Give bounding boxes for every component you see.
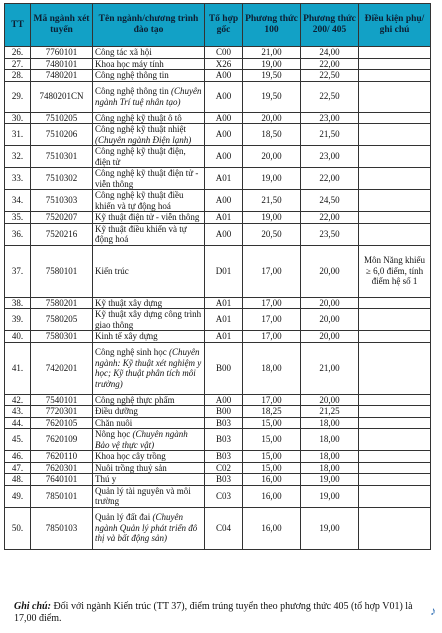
program-code: 7480101 [31, 58, 93, 70]
subject-combination: A01 [205, 297, 243, 309]
conditions-note [359, 190, 431, 212]
table-row [5, 245, 431, 297]
header-conditions: Điều kiện phụ/ ghi chú [359, 4, 431, 47]
row-number: 49. [5, 485, 31, 507]
score-method-100: 18,50 [243, 124, 301, 146]
score-method-100: 17,00 [243, 331, 301, 343]
header-method-100: Phương thức 100 [243, 4, 301, 47]
subject-combination: B00 [205, 342, 243, 394]
subject-combination: C00 [205, 47, 243, 59]
table-row [5, 474, 431, 486]
score-method-100: 20,50 [243, 223, 301, 245]
score-method-200: 18,00 [301, 417, 359, 429]
row-number: 47. [5, 462, 31, 474]
table-row [5, 70, 431, 82]
program-name: Điều dưỡng [93, 406, 205, 418]
row-number: 38. [5, 297, 31, 309]
score-method-100: 21,50 [243, 190, 301, 212]
row-number: 41. [5, 342, 31, 394]
program-code: 7540101 [31, 394, 93, 406]
row-number: 34. [5, 190, 31, 212]
row-number: 36. [5, 223, 31, 245]
conditions-note [359, 112, 431, 124]
program-code: 7620109 [31, 429, 93, 451]
score-method-200: 22,50 [301, 81, 359, 112]
row-number: 37. [5, 245, 31, 297]
score-method-200: 21,00 [301, 342, 359, 394]
conditions-note [359, 168, 431, 190]
conditions-note [359, 212, 431, 224]
footnote [14, 601, 426, 625]
subject-combination: B03 [205, 429, 243, 451]
score-method-100: 17,00 [243, 394, 301, 406]
score-method-100: 15,00 [243, 451, 301, 463]
score-method-200: 19,00 [301, 485, 359, 507]
subject-combination: C04 [205, 507, 243, 549]
score-method-200: 23,50 [301, 223, 359, 245]
score-method-200: 23,00 [301, 146, 359, 168]
table-row [5, 190, 431, 212]
conditions-note [359, 451, 431, 463]
program-code: 7760101 [31, 47, 93, 59]
subject-combination: A00 [205, 81, 243, 112]
program-code: 7520216 [31, 223, 93, 245]
program-name: Khoa học máy tính [93, 58, 205, 70]
program-specialization: (Chuyên ngành Trí tuệ nhân tạo) [95, 86, 202, 107]
row-number: 27. [5, 58, 31, 70]
score-method-100: 17,00 [243, 245, 301, 297]
program-code: 7520207 [31, 212, 93, 224]
table-row [5, 406, 431, 418]
row-number: 48. [5, 474, 31, 486]
row-number: 46. [5, 451, 31, 463]
header-method-200: Phương thức 200/ 405 [301, 4, 359, 47]
conditions-note [359, 406, 431, 418]
subject-combination: A01 [205, 309, 243, 331]
conditions-note [359, 507, 431, 549]
program-name: Thú y [93, 474, 205, 486]
score-method-100: 18,25 [243, 406, 301, 418]
program-name: Kỹ thuật điện tử - viễn thông [93, 212, 205, 224]
table-row [5, 146, 431, 168]
table-row [5, 223, 431, 245]
score-method-100: 19,50 [243, 81, 301, 112]
score-method-100: 17,00 [243, 309, 301, 331]
row-number: 32. [5, 146, 31, 168]
table-row [5, 297, 431, 309]
score-method-200: 19,00 [301, 474, 359, 486]
program-name: Nuôi trồng thuỷ sản [93, 462, 205, 474]
table-row [5, 47, 431, 59]
score-method-200: 21,25 [301, 406, 359, 418]
subject-combination: A01 [205, 168, 243, 190]
table-row [5, 212, 431, 224]
program-name: Công nghệ kỹ thuật điện tử - viễn thông [93, 168, 205, 190]
program-specialization: (Chuyên ngành: Kỹ thuật xét nghiệm y học; Kỹ thuật phân tích môi trường) [95, 347, 202, 389]
subject-combination: B03 [205, 417, 243, 429]
program-name: Chăn nuôi [93, 417, 205, 429]
table-row [5, 485, 431, 507]
table-row [5, 451, 431, 463]
score-method-100: 18,00 [243, 342, 301, 394]
score-method-100: 20,00 [243, 112, 301, 124]
subject-combination: A01 [205, 212, 243, 224]
program-name-main: Công nghệ thông tin [95, 86, 169, 96]
conditions-note [359, 309, 431, 331]
score-method-200: 20,00 [301, 297, 359, 309]
program-name [93, 342, 205, 394]
subject-combination: C02 [205, 462, 243, 474]
table-row [5, 507, 431, 549]
row-number: 44. [5, 417, 31, 429]
score-method-200: 21,50 [301, 124, 359, 146]
program-name [93, 124, 205, 146]
score-method-100: 20,00 [243, 146, 301, 168]
program-specialization: (Chuyên ngành Bảo vệ thực vật) [95, 429, 188, 450]
header-combination: Tổ hợp gốc [205, 4, 243, 47]
score-method-100: 21,00 [243, 47, 301, 59]
conditions-note [359, 342, 431, 394]
score-method-100: 19,00 [243, 58, 301, 70]
program-name [93, 507, 205, 549]
subject-combination: A00 [205, 146, 243, 168]
footnote-label: Ghi chú: [14, 601, 51, 612]
conditions-note [359, 474, 431, 486]
program-name-main: Quản lý đất đai [95, 512, 151, 523]
program-code: 7620301 [31, 462, 93, 474]
score-method-100: 19,00 [243, 168, 301, 190]
score-method-200: 19,00 [301, 507, 359, 549]
subject-combination: A00 [205, 190, 243, 212]
score-method-200: 22,50 [301, 70, 359, 82]
score-method-100: 15,00 [243, 417, 301, 429]
program-code: 7620110 [31, 451, 93, 463]
program-specialization: (Chuyên ngành Điện lạnh) [95, 134, 192, 145]
row-number: 40. [5, 331, 31, 343]
program-name: Công nghệ thông tin [93, 70, 205, 82]
program-code: 7510303 [31, 190, 93, 212]
subject-combination: A00 [205, 70, 243, 82]
program-code: 7640101 [31, 474, 93, 486]
table-row [5, 331, 431, 343]
score-method-200: 24,50 [301, 190, 359, 212]
program-code: 7580201 [31, 297, 93, 309]
table-header-row [5, 4, 431, 47]
subject-combination: A00 [205, 124, 243, 146]
program-code: 7510302 [31, 168, 93, 190]
program-code: 7480201 [31, 70, 93, 82]
footnote-text: Đối với ngành Kiến trúc (TT 37), điểm trúng tuyển theo phương thức 405 (tổ hợp V01) là 17,00 điểm. [14, 601, 413, 624]
row-number: 42. [5, 394, 31, 406]
score-method-200: 24,00 [301, 47, 359, 59]
subject-combination: X26 [205, 58, 243, 70]
subject-combination: A01 [205, 331, 243, 343]
program-name [93, 429, 205, 451]
program-name-main: Nông học [95, 429, 131, 439]
row-number: 50. [5, 507, 31, 549]
header-program-name: Tên ngành/chương trình đào tạo [93, 4, 205, 47]
score-method-200: 18,00 [301, 462, 359, 474]
row-number: 39. [5, 309, 31, 331]
program-code: 7510206 [31, 124, 93, 146]
table-row [5, 168, 431, 190]
program-code: 7620105 [31, 417, 93, 429]
row-number: 33. [5, 168, 31, 190]
table-body [5, 47, 431, 550]
conditions-note [359, 70, 431, 82]
subject-combination: B03 [205, 474, 243, 486]
subject-combination: B00 [205, 406, 243, 418]
score-method-200: 20,00 [301, 245, 359, 297]
row-number: 29. [5, 81, 31, 112]
program-code: 7850101 [31, 485, 93, 507]
program-code: 7510301 [31, 146, 93, 168]
score-method-100: 16,00 [243, 474, 301, 486]
table-row [5, 124, 431, 146]
program-code: 7420201 [31, 342, 93, 394]
conditions-note [359, 297, 431, 309]
program-name: Công nghệ thực phẩm [93, 394, 205, 406]
score-method-100: 19,50 [243, 70, 301, 82]
table-row [5, 429, 431, 451]
row-number: 28. [5, 70, 31, 82]
program-name: Khoa học cây trồng [93, 451, 205, 463]
row-number: 30. [5, 112, 31, 124]
conditions-note [359, 58, 431, 70]
score-method-200: 18,00 [301, 451, 359, 463]
subject-combination: D01 [205, 245, 243, 297]
score-method-200: 23,00 [301, 112, 359, 124]
row-number: 35. [5, 212, 31, 224]
conditions-note [359, 485, 431, 507]
subject-combination: A00 [205, 394, 243, 406]
score-method-100: 15,00 [243, 462, 301, 474]
conditions-note [359, 462, 431, 474]
conditions-note: Môn Năng khiếu ≥ 6,0 điểm, tính điểm hệ số 1 [359, 245, 431, 297]
row-number: 45. [5, 429, 31, 451]
score-method-200: 22,00 [301, 168, 359, 190]
score-method-100: 16,00 [243, 507, 301, 549]
conditions-note [359, 146, 431, 168]
table-row [5, 112, 431, 124]
table-row [5, 342, 431, 394]
subject-combination: B03 [205, 451, 243, 463]
program-code: 7720301 [31, 406, 93, 418]
admission-score-table [4, 3, 431, 550]
conditions-note [359, 331, 431, 343]
program-code: 7580101 [31, 245, 93, 297]
program-name: Công nghệ kỹ thuật ô tô [93, 112, 205, 124]
program-name-main: Công nghệ sinh học [95, 347, 167, 357]
row-number: 31. [5, 124, 31, 146]
row-number: 26. [5, 47, 31, 59]
program-name: Công nghệ kỹ thuật điều khiển và tự động hoá [93, 190, 205, 212]
conditions-note [359, 47, 431, 59]
program-code: 7850103 [31, 507, 93, 549]
table-row [5, 394, 431, 406]
conditions-note [359, 417, 431, 429]
program-code: 7480201CN [31, 81, 93, 112]
program-code: 7510205 [31, 112, 93, 124]
table-row [5, 462, 431, 474]
score-method-100: 17,00 [243, 297, 301, 309]
table-row [5, 309, 431, 331]
table-row [5, 417, 431, 429]
score-method-200: 22,00 [301, 212, 359, 224]
score-method-100: 16,00 [243, 485, 301, 507]
header-tt: TT [5, 4, 31, 47]
program-name: Kinh tế xây dựng [93, 331, 205, 343]
program-name-main: Công nghệ kỹ thuật nhiệt [95, 124, 186, 134]
program-name: Công nghệ kỹ thuật điện, điện tử [93, 146, 205, 168]
program-name: Kiến trúc [93, 245, 205, 297]
conditions-note [359, 394, 431, 406]
header-code: Mã ngành xét tuyển [31, 4, 93, 47]
score-method-200: 18,00 [301, 429, 359, 451]
score-method-200: 20,00 [301, 394, 359, 406]
table-row [5, 81, 431, 112]
program-specialization: (Chuyên ngành Quản lý phát triển đô thị và bất động sản) [95, 512, 198, 544]
score-method-200: 20,00 [301, 331, 359, 343]
program-code: 7580205 [31, 309, 93, 331]
conditions-note [359, 81, 431, 112]
table-row [5, 58, 431, 70]
subject-combination: C03 [205, 485, 243, 507]
score-method-100: 15,00 [243, 429, 301, 451]
program-name [93, 81, 205, 112]
program-name: Kỹ thuật xây dựng [93, 297, 205, 309]
subject-combination: A00 [205, 112, 243, 124]
row-number: 43. [5, 406, 31, 418]
program-code: 7580301 [31, 331, 93, 343]
score-method-200: 22,00 [301, 58, 359, 70]
conditions-note [359, 429, 431, 451]
program-name: Công tác xã hội [93, 47, 205, 59]
program-name: Kỹ thuật xây dựng công trình giao thông [93, 309, 205, 331]
margin-mark-icon: ♪ [430, 604, 436, 618]
conditions-note [359, 223, 431, 245]
program-name: Kỹ thuật điều khiển và tự động hoá [93, 223, 205, 245]
conditions-note [359, 124, 431, 146]
subject-combination: A00 [205, 223, 243, 245]
program-name: Quản lý tài nguyên và môi trường [93, 485, 205, 507]
score-method-100: 19,00 [243, 212, 301, 224]
score-method-200: 20,00 [301, 309, 359, 331]
